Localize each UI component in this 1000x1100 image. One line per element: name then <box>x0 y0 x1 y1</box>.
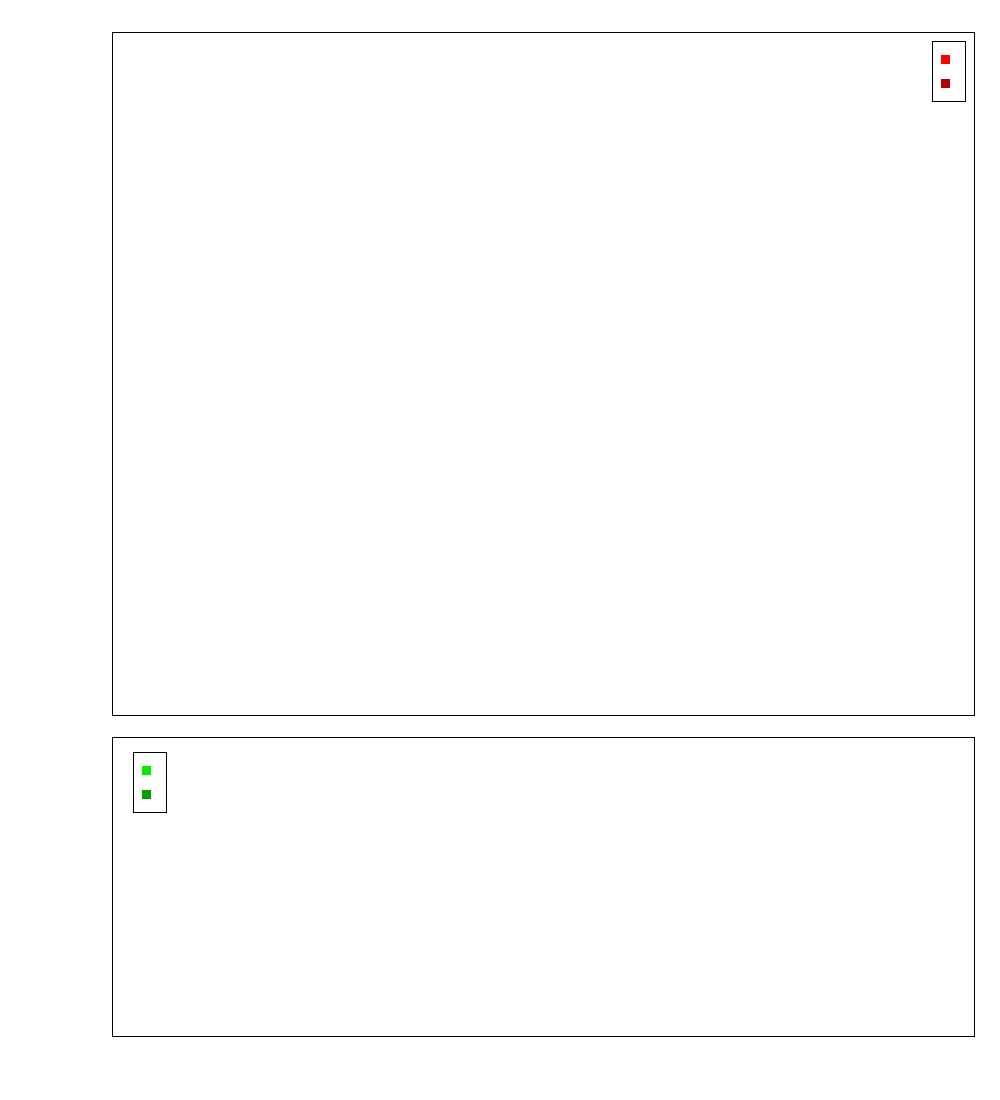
legend-item <box>142 782 158 806</box>
legend-item <box>941 71 957 95</box>
legend-swatch-participation <box>941 55 950 64</box>
rupture-count-plot <box>112 737 975 1037</box>
legend-rupture-count <box>133 752 167 813</box>
bars-top <box>113 33 974 715</box>
legend-swatch-utilized-ruptures <box>142 790 151 799</box>
legend-swatch-nucleation <box>941 79 950 88</box>
incremental-rate-plot <box>112 32 975 716</box>
legend-item <box>142 758 158 782</box>
legend-incremental-rate <box>932 41 966 102</box>
bars-bottom <box>113 738 974 1036</box>
legend-swatch-available-ruptures <box>142 766 151 775</box>
legend-item <box>941 47 957 71</box>
